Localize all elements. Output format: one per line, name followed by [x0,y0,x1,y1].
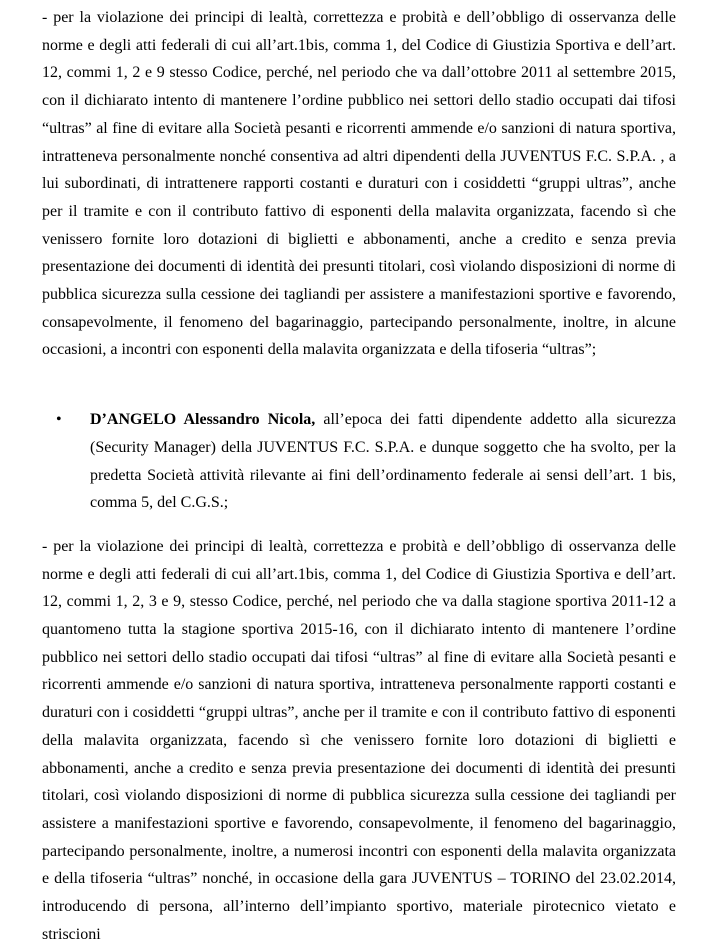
defendant-name-bold: D’ANGELO Alessandro Nicola, [90,411,316,429]
charge-paragraph-second: - per la violazione dei principi di lealtà, correttezza e probità e dell’obbligo di osservanza delle norme e degli atti federali di cui all’art.1bis, comma 1, del Codice di Giustizia Sportiva e dell’art. 12, commi 1, 2, 3 e 9, stesso Codice, perché, nel periodo che va dalla stagione sportiva 2011-12 a quantomeno tutta la stagione sportiva 2015-16, con il dichiarato intento di mantenere l’ordine pubblico nei settori dello stadio occupati dai tifosi “ultras” al fine di evitare alla Società pesanti e ricorrenti ammende e/o sanzioni di natura sportiva, intratteneva personalmente rapporti costanti e duraturi con i cosiddetti “gruppi ultras”, anche per il tramite e con il contributo fattivo di esponenti della malavita organizzata, facendo sì che venissero fornite loro dotazioni di biglietti e abbonamenti, anche a credito e senza previa presentazione dei documenti di identità dei presunti titolari, così violando disposizioni di norme di pubblica sicurezza sulla cessione dei tagliandi per assistere a manifestazioni sportive e favorendo, consapevolmente, il fenomeno del bagarinaggio, partecipando personalmente, inoltre, a numerosi incontri con esponenti della malavita organizzata e della tifoseria “ultras” nonché, in occasione della gara JUVENTUS – TORINO del 23.02.2014, introducendo di persona, all’interno dell’impianto sportivo, materiale pirotecnico vietato e striscioni [42,537,676,943]
defendant-description [90,406,676,517]
charge-paragraph-first: - per la violazione dei principi di lealtà, correttezza e probità e dell’obbligo di osservanza delle norme e degli atti federali di cui all’art.1bis, comma 1, del Codice di Giustizia Sportiva e dell’art. 12, commi 1, 2 e 9 stesso Codice, perché, nel periodo che va dall’ottobre 2011 al settembre 2015, con il dichiarato intento di mantenere l’ordine pubblico nei settori dello stadio occupati dai tifosi “ultras” al fine di evitare alla Società pesanti e ricorrenti ammende e/o sanzioni di natura sportiva, intratteneva personalmente nonché consentiva ad altri dipendenti della JUVENTUS F.C. S.P.A. , a lui subordinati, di intrattenere rapporti costanti e duraturi con i cosiddetti “gruppi ultras”, anche per il tramite e con il contributo fattivo di esponenti della malavita organizzata, facendo sì che venissero fornite loro dotazioni di biglietti e abbonamenti, anche a credito e senza previa presentazione dei documenti di identità dei presunti titolari, così violando disposizioni di norme di pubblica sicurezza sulla cessione dei tagliandi per assistere a manifestazioni sportive e favorendo, consapevolmente, il fenomeno del bagarinaggio, partecipando personalmente, inoltre, in alcune occasioni, a incontri con esponenti della malavita organizzata e della tifoseria “ultras”; [42,9,676,359]
bullet-icon: • [56,411,62,429]
defendant-role-text: all’epoca dei fatti dipendente addetto alla sicurezza (Security Manager) della JUVENTUS F.C. S.P.A. e dunque soggetto che ha svolto, per la predetta Società attività rilevante ai fini dell’ordinamento federale ai sensi dell’art. 1 bis, comma 5, del C.G.S.; [90,411,677,512]
defendant-bullet-item [42,406,676,517]
